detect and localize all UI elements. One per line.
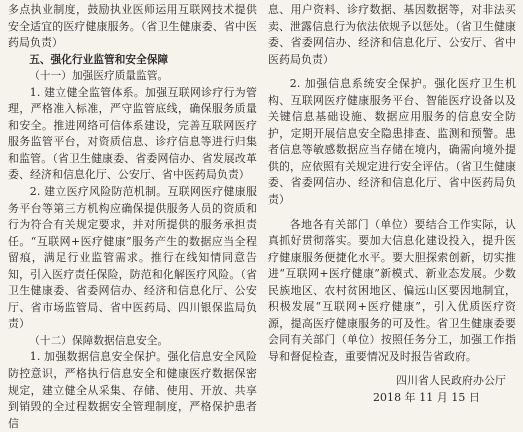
paragraph: 各地各有关部门（单位）要结合工作实际，认真抓好贯彻落实。要加大信息化建设投入，提升医疗健康服务便捷化水平。要大胆探索创新，切实推进“互联网+医疗健康”新模式、新业态发展。少数民族地区、农村贫困地区、偏远山区要因地制宜，积极发展“互联网+医疗健康”，引入优质医疗资源，提高医疗健康服务的可及性。省卫生健康委要会同有关部门（单位）按照任务分工，加强工作指导和督促检查，重要情况及时报告省政府。 [268, 217, 516, 363]
paragraph: 2. 加强信息系统安全保护。强化医疗卫生机构、互联网医疗健康服务平台、智能医疗设备以及关键信息基础设施、数据应用服务的信息安全防护，定期开展信息安全隐患排查、监测和预警。患者信息等敏感数据应当存储在境内，确需向境外提供的，应依照有关规定进行安全评估。（省卫生健康委、省委网信办、经济和信息化厅、省中医药局负责） [268, 77, 516, 207]
left-column [8, 2, 257, 432]
paragraph: 多点执业制度，鼓励执业医师运用互联网技术提供安全适宜的医疗健康服务。（省卫生健康委、省中医药局负责） [8, 3, 257, 50]
section-heading: 五、强化行业监管和安全保障 [29, 53, 169, 66]
issuer-signature: 四川省人民政府办公厅 [396, 374, 506, 388]
paragraph: 1. 建立健全监管体系。加强互联网诊疗行为管理，严格准入标准，严守监管底线，确保服务质量和安全。推进网络可信体系建设，完善互联网医疗服务监管平台，对资质信息、诊疗信息等进行归集和监管。（省卫生健康委、省委网信办、省发展改革委、经济和信息化厅、公安厅、省中医药局负责） [8, 85, 257, 182]
section-heading: （十一）加强医疗质量监管。 [29, 70, 169, 83]
issue-date: 2018 年 11 月 15 日 [372, 391, 480, 405]
right-column [268, 2, 516, 407]
paragraph: 1. 加强数据信息安全保护。强化信息安全风险防控意识，严格执行信息安全和健康医疗数据保密规定，建立健全从采集、存储、使用、开放、共享到销毁的全过程数据安全管理制度，严格保护患者信 [8, 350, 257, 430]
paragraph: 息、用户资料、诊疗数据、基因数据等，对非法买卖、泄露信息行为依法依规予以惩处。（省卫生健康委、省委网信办、经济和信息化厅、公安厅、省中医药局负责） [268, 3, 516, 66]
paragraph: 2. 建立医疗风险防范机制。互联网医疗健康服务平台等第三方机构应确保提供服务人员的资质和行为符合有关规定要求，并对所提供的服务承担责任。“互联网+医疗健康”服务产生的数据应当全程留痕，满足行业监管需求。推行在线知情同意告知，引入医疗责任保险，防范和化解医疗风险。（省卫生健康委、省委网信办、经济和信息化厅、公安厅、省市场监管局、省中医药局、四川银保监局负责） [8, 185, 257, 331]
section-heading: （十二）保障数据信息安全。 [29, 334, 169, 347]
